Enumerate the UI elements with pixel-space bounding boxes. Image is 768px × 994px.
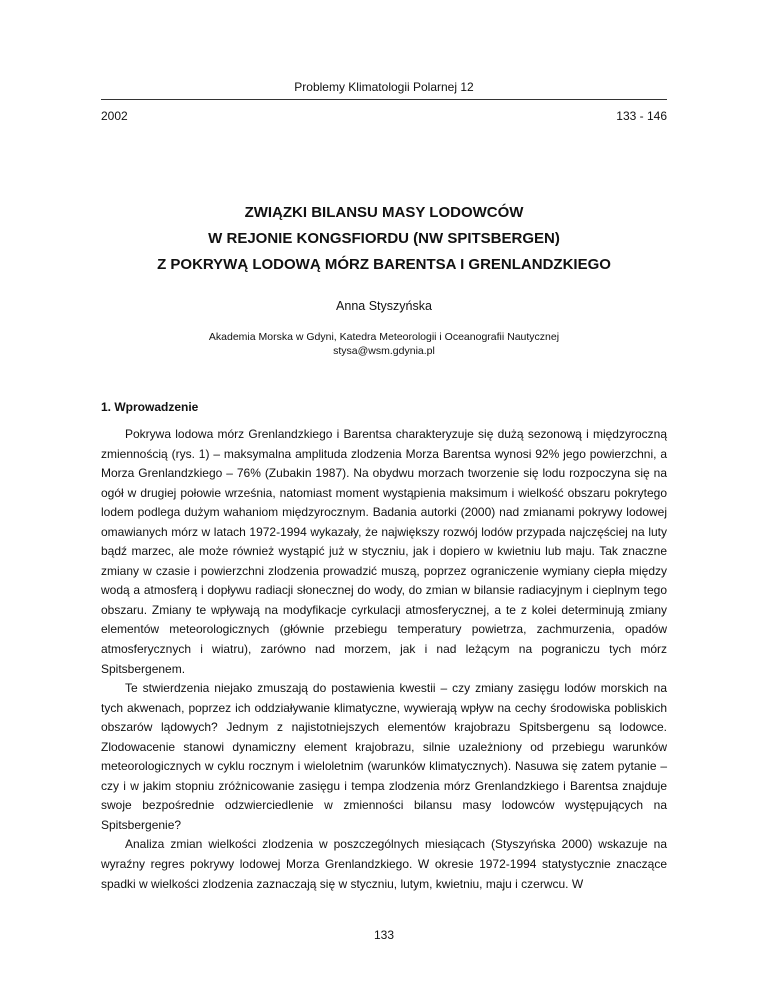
header-rule — [101, 99, 667, 100]
title-line-1: ZWIĄZKI BILANSU MASY LODOWCÓW — [244, 204, 524, 221]
author-affiliation: Akademia Morska w Gdyni, Katedra Meteorologii i Oceanografii Nautycznej — [208, 331, 560, 343]
title-line-2: W REJONIE KONGSFIORDU (NW SPITSBERGEN) — [208, 230, 560, 247]
journal-title: Problemy Klimatologii Polarnej 12 — [294, 80, 474, 94]
author-name: Anna Styszyńska — [336, 299, 432, 313]
page-range: 133 - 146 — [616, 109, 667, 123]
paragraph: Analiza zmian wielkości zlodzenia w poszczególnych miesiącach (Styszyńska 2000) wskazuje na wyraźny regres pokrywy lodowej Morza Grenlandzkiego. W okresie 1972-1994 statystycznie znaczące spadki w wielkości zlodzenia zaznaczają się w styczniu, lutym, kwietniu, maju i czerwcu. W — [101, 837, 667, 891]
section-heading: 1. Wprowadzenie — [101, 400, 199, 414]
paragraph: Te stwierdzenia niejako zmuszają do postawienia kwestii – czy zmiany zasięgu lodów morskich na tych akwenach, poprzez ich oddziaływanie klimatyczne, wywierają wpływ na cechy środowiska pobliskich obszarów lądowych? Jednym z najistotniejszych elementów krajobrazu Spitsbergenu są lodowce. Zlodowacenie stanowi dynamiczny element krajobrazu, silnie uzależniony od przebiegu warunków meteorologicznych w cyklu rocznym i wieloletnim (warunków klimatycznych). Nasuwa się zatem pytanie – czy i w jakim stopniu zróżnicowanie zasięgu i tempa zlodzenia mórz Grenlandzkiego i Barentsa znajduje swoje bezpośrednie odzwierciedlenie w zmienności bilansu masy lodowców występujących na Spitsbergenie? — [101, 681, 667, 832]
title-line-3: Z POKRYWĄ LODOWĄ MÓRZ BARENTSA I GRENLANDZKIEGO — [157, 256, 611, 273]
publication-year: 2002 — [101, 109, 128, 123]
page-number: 133 — [373, 928, 395, 942]
body-text — [101, 425, 667, 894]
author-affiliation-block — [0, 330, 768, 358]
paragraph: Pokrywa lodowa mórz Grenlandzkiego i Barentsa charakteryzuje się dużą sezonową i międzyroczną zmiennością (rys. 1) – maksymalna amplituda zlodzenia Morza Barentsa wynosi 92% jego powierzchni, a Morza Grenlandzkiego – 76% (Zubakin 1987). Na obydwu morzach tworzenie się lodu rozpoczyna się na ogół w drugiej połowie września, natomiast moment wystąpienia maksimum i wielkość obszaru pokrytego lodem podlega dużym wahaniom międzyrocznym. Badania autorki (2000) nad zmianami pokrywy lodowej omawianych mórz w latach 1972-1994 wykazały, że największy rozwój lodów przypada najczęściej na luty bądź marzec, ale może również wystąpić już w styczniu, jak i dopiero w kwietniu lub maju. Tak znaczne zmiany w czasie i powierzchni zlodzenia prowadzić muszą, poprzez ograniczenie wymiany ciepła między wodą a atmosferą i dopływu radiacji słonecznej do wody, do zmian w bilansie radiacyjnym i cieplnym tego obszaru. Zmiany te wpływają na modyfikacje cyrkulacji atmosferycznej, a te z kolei determinują zmiany elementów meteorologicznych (głównie przebiegu temperatury powietrza, zachmurzenia, opadów atmosferycznych i wiatru), zarówno nad morzem, jak i nad leżącym na pograniczu tych mórz Spitsbergenem. — [101, 427, 667, 676]
author-email: stysa@wsm.gdynia.pl — [333, 345, 435, 357]
article-title — [0, 200, 768, 278]
